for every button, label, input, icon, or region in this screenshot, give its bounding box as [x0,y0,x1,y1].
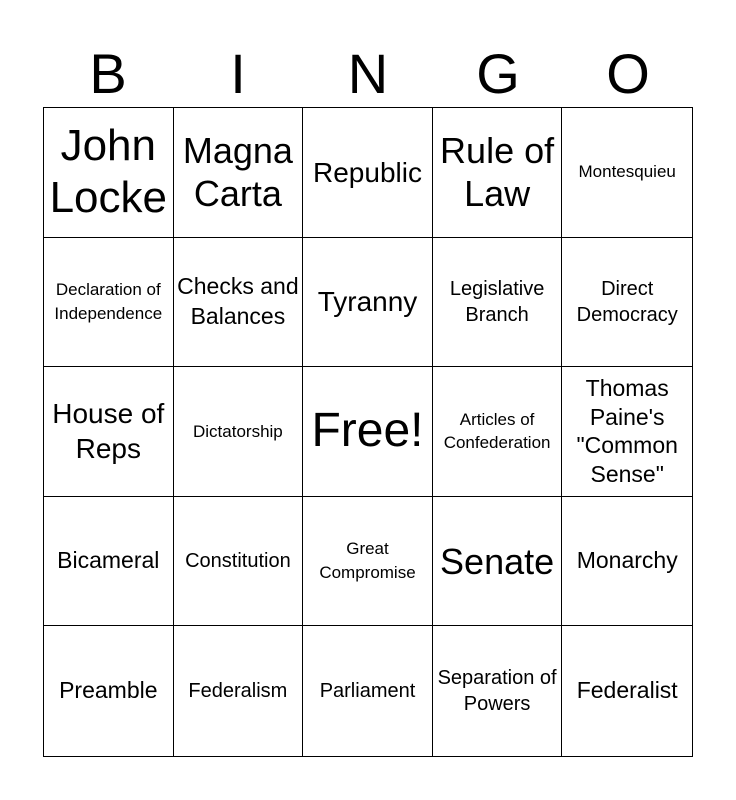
bingo-cell[interactable] [562,238,692,368]
cell-label: Articles of Confederation [443,409,551,453]
cell-label: Constitution [185,550,291,573]
cell-label: Free! [311,404,424,458]
bingo-cell[interactable] [174,626,304,756]
bingo-cell[interactable] [433,497,563,627]
cell-label: Federalism [188,680,288,703]
bingo-cell[interactable] [44,626,174,756]
cell-label: Separation of Powers [437,667,557,716]
cell-label: Federalist [576,677,678,704]
cell-label: Bicameral [57,547,160,574]
bingo-cell[interactable] [303,626,433,756]
cell-label: John Locke [49,120,167,223]
bingo-cell-free[interactable] [303,367,433,497]
bingo-cell[interactable] [44,367,174,497]
bingo-cell[interactable] [174,108,304,238]
bingo-cell[interactable] [303,108,433,238]
bingo-cell[interactable] [433,108,563,238]
cell-label: Tyranny [317,286,418,318]
bingo-cell[interactable] [174,238,304,368]
cell-label: Rule of Law [440,130,555,215]
bingo-cell[interactable] [433,238,563,368]
cell-label: Parliament [319,680,416,703]
header-letter-o: O [606,42,650,105]
bingo-cell[interactable] [44,108,174,238]
cell-label: Preamble [59,677,158,704]
bingo-cell[interactable] [44,497,174,627]
bingo-cell[interactable] [562,108,692,238]
bingo-cell[interactable] [303,497,433,627]
bingo-cell[interactable] [303,238,433,368]
bingo-cell[interactable] [433,626,563,756]
bingo-cell[interactable] [562,497,692,627]
bingo-cell[interactable] [44,238,174,368]
cell-label: Senate [440,540,555,582]
bingo-cell[interactable] [174,367,304,497]
cell-label: Republic [313,156,422,188]
header-letter-g: G [476,42,520,105]
header-letter-i: I [230,42,246,105]
cell-label: Dictatorship [193,421,283,441]
cell-label: House of Reps [52,398,165,465]
cell-label: Magna Carta [182,130,293,215]
bingo-header [43,42,693,106]
bingo-cell[interactable] [174,497,304,627]
cell-label: Montesquieu [578,162,676,182]
cell-label: Great Compromise [319,539,416,583]
cell-label: Direct Democracy [576,277,678,326]
cell-label: Thomas Paine's "Common Sense" [576,374,678,488]
bingo-cell[interactable] [433,367,563,497]
cell-label: Checks and Balances [177,273,299,329]
bingo-cell[interactable] [562,367,692,497]
bingo-cell[interactable] [562,626,692,756]
cell-label: Monarchy [576,547,678,574]
header-letter-b: B [89,42,127,105]
header-letter-n: N [347,42,389,105]
cell-label: Declaration of Independence [54,280,163,323]
cell-label: Legislative Branch [449,277,545,326]
bingo-board [43,107,693,757]
